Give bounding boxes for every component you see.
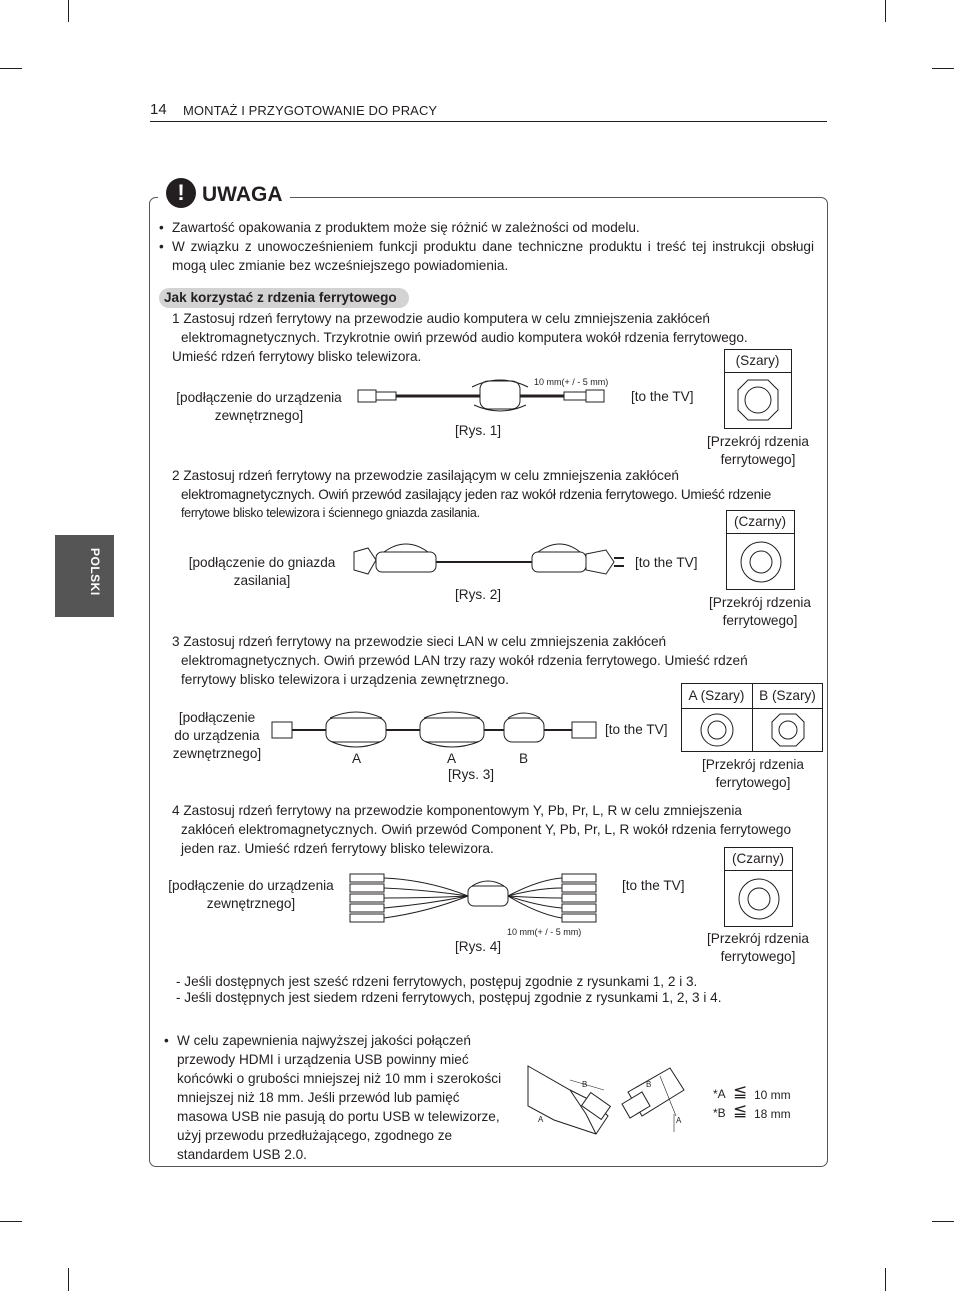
step-1-core-color: (Szary) [735, 353, 780, 368]
note-bullet: • Zawartość opakowania z produktem może się różnić w zależności od modelu. [172, 218, 814, 237]
step-3-figure: [Rys. 3] [448, 767, 495, 782]
component-cable-diagram [348, 866, 602, 926]
step-4-dimension: 10 mm(+ / - 5 mm) [507, 927, 582, 937]
step-3-marker-a: A [352, 751, 362, 766]
hdmi-usb-line: masowa USB nie pasują do portu USB w telewizorze, [177, 1109, 500, 1124]
dim-b-value: 18 mm [754, 1107, 791, 1121]
dim-b-label: *B [713, 1106, 726, 1120]
step-1-figure: [Rys. 1] [455, 423, 502, 438]
section-title: MONTAŻ I PRZYGOTOWANIE DO PRACY [183, 103, 438, 118]
step-2-left-label: [podłączenie do gniazda zasilania] [188, 555, 336, 588]
header-rule [150, 121, 827, 122]
crop-mark [885, 0, 886, 22]
step-2-core-divider [726, 533, 794, 534]
step-4-core-divider [724, 870, 792, 871]
crop-mark [0, 68, 22, 69]
step-1-core-divider [724, 372, 791, 373]
hdmi-usb-line: mniejszej niż 18 mm. Jeśli przewód lub pamięć [177, 1090, 460, 1105]
step-1-line-1: 1 Zastosuj rdzeń ferrytowy na przewodzie audio komputera w celu zmniejszenia zakłóceń [172, 311, 710, 326]
note-bullet: • W związku z unowocześnieniem funkcji produktu dane techniczne produktu i treść tej instrukcji obsługi mogą ulec zmianie bez wcześniejszego powiadomienia. [172, 237, 814, 275]
note-title: UWAGA [202, 183, 283, 206]
language-tab [55, 535, 114, 617]
hdmi-usb-line: końcówki o grubości mniejszej niż 10 mm i szerokości [177, 1071, 502, 1086]
exclamation-icon: ! [166, 178, 196, 208]
audio-cable-diagram [352, 375, 612, 415]
step-3-right-label: [to the TV] [605, 722, 668, 737]
step-4-line-3: jeden raz. Umieść rdzeń ferrytowy blisko telewizora. [181, 841, 494, 856]
step-4-cross-section-label: [Przekrój rdzenia ferrytowego] [707, 931, 809, 964]
step-1-right-label: [to the TV] [631, 389, 694, 404]
step-3-marker-b: B [519, 751, 529, 766]
ferrite-heading: Jak korzystać z rdzenia ferrytowego [164, 290, 397, 305]
step-1-line-3: Umieść rdzeń ferrytowy blisko telewizora. [172, 349, 422, 364]
page-number: 14 [150, 101, 167, 118]
crop-mark [68, 0, 69, 22]
step-3-cross-section-label: [Przekrój rdzenia ferrytowego] [702, 757, 804, 790]
usb-dim-a: A [676, 1116, 682, 1125]
hdmi-plug-diagram [524, 1058, 616, 1140]
hdmi-usb-line: • W celu zapewnienia najwyższej jakości połączeń [177, 1031, 471, 1050]
step-4-right-label: [to the TV] [622, 878, 685, 893]
step-2-figure: [Rys. 2] [455, 587, 502, 602]
step-3-line-2: elektromagnetycznych. Owiń przewód LAN trzy razy wokół rdzenia ferrytowego. Umieść rdzeń [181, 653, 748, 668]
step-3-left-label: [podłączenie do urządzenia zewnętrznego] [172, 710, 262, 761]
lan-cable-diagram [270, 710, 600, 752]
step-3-line-3: ferrytowy blisko telewizora i urządzenia zewnętrznego. [181, 672, 509, 687]
step-1-left-label: [podłączenie do urządzenia zewnętrznego] [176, 390, 342, 423]
step-3-core-a: A (Szary) [688, 688, 745, 703]
core-a-cross-section [699, 712, 735, 748]
crop-mark [932, 1221, 954, 1222]
step-3-marker-a: A [447, 751, 457, 766]
ferrite-note: - Jeśli dostępnych jest siedem rdzeni ferrytowych, postępuj zgodnie z rysunkami 1, 2, 3 i 4. [176, 990, 722, 1005]
hdmi-dim-b: B [582, 1080, 588, 1089]
crop-mark [885, 1268, 886, 1291]
step-4-figure: [Rys. 4] [455, 939, 502, 954]
gray-core-cross-section [736, 378, 780, 422]
step-4-left-label: [podłączenie do urządzenia zewnętrznego] [168, 878, 334, 911]
step-4-line-2: zakłóceń elektromagnetycznych. Owiń przewód Component Y, Pb, Pr, L, R wokół rdzenia ferrytowego [181, 822, 792, 837]
step-2-right-label: [to the TV] [635, 555, 698, 570]
step-2-line-2: elektromagnetycznych. Owiń przewód zasilający jeden raz wokół rdzenia ferrytowego. Umieść rdzenie [181, 487, 772, 502]
ferrite-note: - Jeśli dostępnych jest sześć rdzeni ferrytowych, postępuj zgodnie z rysunkami 1, 2 i 3. [176, 974, 698, 989]
step-2-line-3: ferrytowe blisko telewizora i ściennego gniazda zasilania. [181, 506, 480, 520]
hdmi-usb-line: przewody HDMI i urządzenia USB powinny mieć [177, 1052, 469, 1067]
dim-a-label: *A [713, 1087, 726, 1101]
hdmi-usb-line: standardem USB 2.0. [177, 1147, 307, 1162]
step-3-line-1: 3 Zastosuj rdzeń ferrytowy na przewodzie sieci LAN w celu zmniejszenia zakłóceń [172, 634, 667, 649]
step-1-line-2: elektromagnetycznych. Trzykrotnie owiń przewód audio komputera wokół rdzenia ferrytowego. [181, 330, 748, 345]
black-core-cross-section [739, 540, 783, 584]
dim-a-value: 10 mm [754, 1088, 791, 1102]
step-1-dimension: 10 mm(+ / - 5 mm) [534, 377, 609, 387]
step-2-cross-section-label: [Przekrój rdzenia ferrytowego] [709, 595, 811, 628]
step-2-core-color: (Czarny) [733, 514, 787, 529]
core-b-cross-section [770, 712, 806, 748]
black-core-cross-section [737, 877, 781, 921]
crop-mark [0, 1221, 22, 1222]
crop-mark [932, 68, 954, 69]
usb-dim-b: B [646, 1080, 652, 1089]
less-equal-icon: ≦ [733, 1101, 748, 1120]
power-cable-diagram [352, 538, 626, 588]
step-1-cross-section-label: [Przekrój rdzenia ferrytowego] [707, 434, 809, 467]
step-2-line-1: 2 Zastosuj rdzeń ferrytowy na przewodzie zasilającym w celu zmniejszenia zakłóceń [172, 468, 679, 483]
less-equal-icon: ≦ [733, 1082, 748, 1101]
hdmi-dim-a: A [538, 1115, 544, 1124]
language-tab-label: POLSKI [88, 548, 102, 596]
crop-mark [68, 1268, 69, 1291]
step-4-core-color: (Czarny) [731, 851, 785, 866]
step-3-core-b: B (Szary) [759, 688, 816, 703]
step-4-line-1: 4 Zastosuj rdzeń ferrytowy na przewodzie komponentowym Y, Pb, Pr, L, R w celu zmniejszenia [172, 803, 742, 818]
hdmi-usb-line: użyj przewodu przedłużającego, zgodnego ze [177, 1128, 453, 1143]
